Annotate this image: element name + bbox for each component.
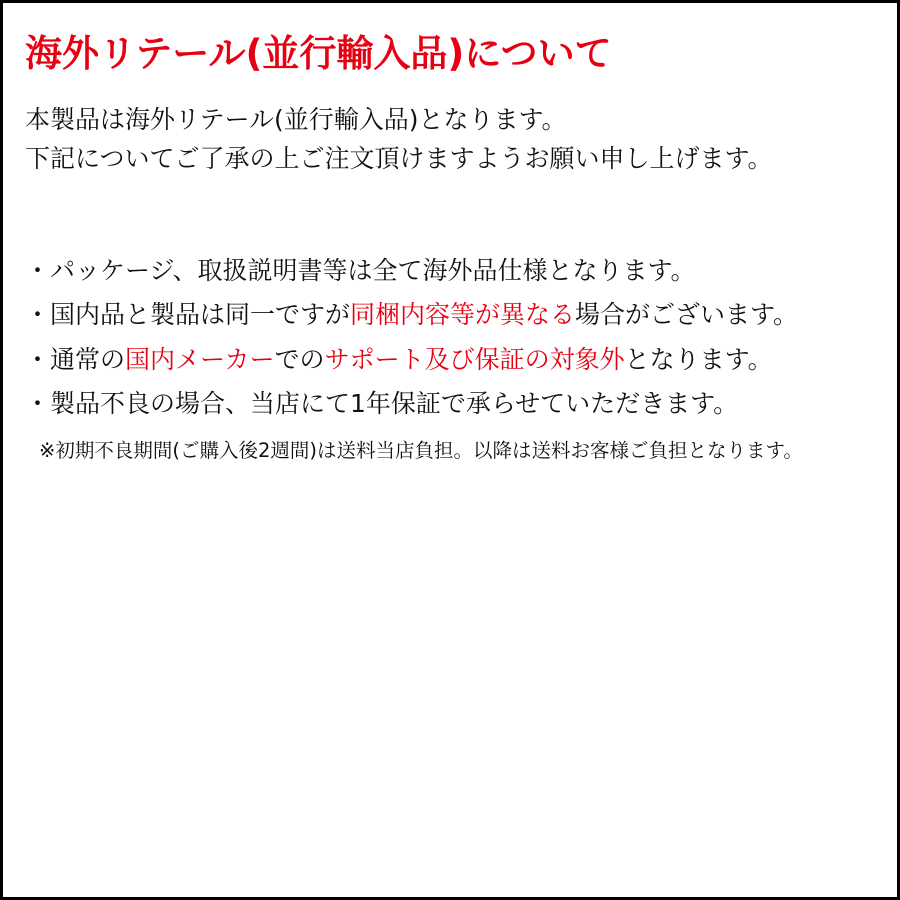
bullet-text-part: での — [274, 344, 325, 374]
bullet-marker: ・ — [25, 300, 51, 330]
page-title: 海外リテール(並行輸入品)について — [25, 32, 612, 75]
list-item — [25, 249, 875, 294]
bullet-marker: ・ — [25, 389, 51, 419]
intro-line-2: 下記についてご了承の上ご注文頂けますようお願い申し上げます。 — [25, 144, 773, 173]
bullet-text-part: 製品不良の場合、当店にて1年保証で承らせていただきます。 — [50, 389, 739, 419]
bullet-text-part: 国内品と製品は同一ですが — [50, 300, 351, 330]
intro-line-1: 本製品は海外リテール(並行輸入品)となります。 — [25, 105, 567, 135]
bullet-text-part: 通常の — [50, 344, 126, 374]
list-item — [25, 338, 875, 383]
bullet-marker: ・ — [25, 255, 51, 285]
bullet-marker: ・ — [25, 344, 51, 374]
bullet-text-highlight: 国内メーカー — [125, 344, 275, 374]
footnote: ※初期不良期間(ご購入後2週間)は送料当店負担。以降は送料お客様ご負担となります。 — [39, 438, 803, 462]
bullet-text-part: となります。 — [624, 344, 773, 374]
bullet-text-part: パッケージ、取扱説明書等は全て海外品仕様となります。 — [50, 255, 696, 285]
notice-bullet-list — [25, 249, 875, 427]
bullet-text-part: 場合がございます。 — [575, 300, 799, 330]
list-item — [25, 382, 875, 427]
intro-paragraph — [25, 101, 875, 179]
list-item — [25, 293, 875, 338]
bullet-text-highlight: 同梱内容等が異なる — [350, 300, 576, 330]
notice-content — [3, 3, 897, 466]
bullet-text-highlight: サポート及び保証の対象外 — [324, 344, 625, 374]
